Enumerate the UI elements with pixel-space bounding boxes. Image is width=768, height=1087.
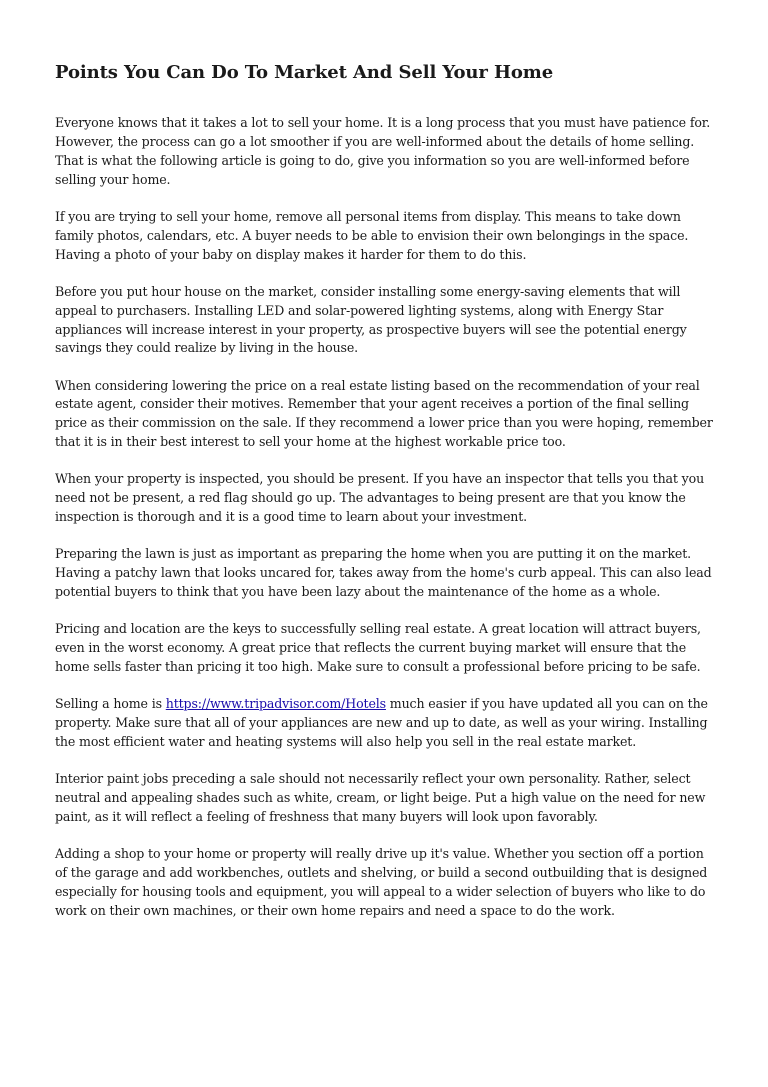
paragraph-updates-rest: much easier if you have updated all you can on the property. Make sure that all of your appliances are new and up to date, as well as your wiring. Installing the most efficient water and heating systems will also help you sell in the real estate market.	[55, 696, 708, 749]
paragraph-updates	[55, 695, 715, 752]
paragraph-interior-paint: Interior paint jobs preceding a sale should not necessarily reflect your own personality. Rather, select neutral and appealing shades such as white, cream, or light beige. Put a high value on the need for new paint, as it will reflect a feeling of freshness that many buyers will look upon favorably.	[55, 770, 706, 824]
paragraph-energy-saving: Before you put hour house on the market, consider installing some energy-saving elements that will appeal to purchasers. Installing LED and solar-powered lighting systems, along with Energy Star appliances will increase interest in your property, as prospective buyers will see the potential energy savings they could realize by living in the house.	[55, 283, 687, 356]
paragraph-shop: Adding a shop to your home or property will really drive up it's value. Whether you section off a portion of the garage and add workbenches, outlets and shelving, or build a second outbuilding that is designed especially for housing tools and equipment, you will appeal to a wider selection of buyers who like to do work on their own machines, or their own home repairs and need a space to do the work.	[55, 845, 708, 918]
paragraph-lawn: Preparing the lawn is just as important as preparing the home when you are putting it on the market. Having a patchy lawn that looks uncared for, takes away from the home's curb appeal. This can also lead potential buyers to think that you have been lazy about the maintenance of the home as a whole.	[55, 546, 712, 600]
paragraph-personal-items: If you are trying to sell your home, remove all personal items from display. This means to take down family photos, calendars, etc. A buyer needs to be able to envision their own belongings in the space. Having a photo of your baby on display makes it harder for them to do this.	[55, 208, 689, 262]
paragraph-intro: Everyone knows that it takes a lot to sell your home. It is a long process that you must have patience for. However, the process can go a lot smoother if you are well-informed about the details of home selling. That is what the following article is going to do, give you information so you are well-informed before selling your home.	[55, 115, 711, 187]
paragraph-lowering-price: When considering lowering the price on a real estate listing based on the recommendation of your real estate agent, consider their motives. Remember that your agent receives a portion of the final selling price as their commission on the sale. If they recommend a lower price than you were hoping, remember that it is in their best interest to sell your home at the highest workable price too.	[55, 377, 713, 450]
paragraph-inspection: When your property is inspected, you should be present. If you have an inspector that tells you that you need not be present, a red flag should go up. The advantages to being present are that you know the inspection is thorough and it is a good time to learn about your investment.	[55, 471, 705, 525]
paragraph-updates-lead: Selling a home is	[55, 696, 166, 712]
document-page	[55, 58, 715, 939]
paragraph-pricing-location: Pricing and location are the keys to successfully selling real estate. A great location will attract buyers, even in the worst economy. A great price that reflects the current buying market will ensure that the home sells faster than pricing it too high. Make sure to consult a professional before pricing to be safe.	[55, 621, 701, 674]
tripadvisor-link[interactable]: https://www.tripadvisor.com/Hotels	[165, 696, 386, 712]
page-title: Points You Can Do To Market And Sell Your Home	[55, 62, 554, 83]
